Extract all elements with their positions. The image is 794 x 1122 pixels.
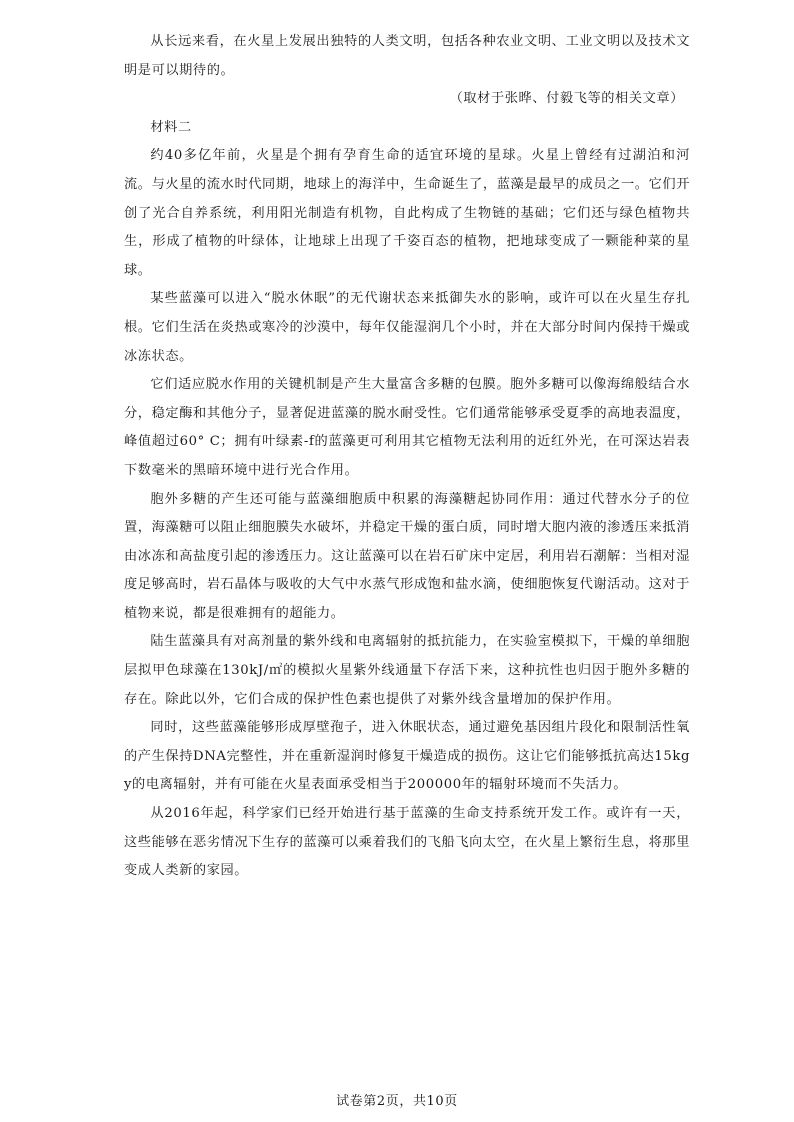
paragraph-life-support: 从2016年起，科学家们已经开始进行基于蓝藻的生命支持系统开发工作。或许有一天，这些能够在恶劣情况下生存的蓝藻可以乘着我们的飞船飞向太空，在火星上繁衍生息，将那里变成人类新的家园。 [124,806,690,879]
paragraph-early-mars: 约40多亿年前，火星是个拥有孕育生命的适宜环境的星球。火星上曾经有过湖泊和河流。与火星的流水时代同期，地球上的海洋中，生命诞生了，蓝藻是最早的成员之一。它们开创了光合自养系统，利用阳光制造有机物，自此构成了生物链的基础；它们还与绿色植物共生，形成了植物的叶绿体，让地球上出现了千姿百态的植物，把地球变成了一颗能种菜的星球。 [124,148,690,278]
paragraph-uv-resistance: 陆生蓝藻具有对高剂量的紫外线和电离辐射的抵抗能力，在实验室模拟下，干燥的单细胞层拟甲色球藻在130kJ/㎡的模拟火星紫外线通量下存活下来，这种抗性也归因于胞外多糖的存在。除此以外，它们合成的保护性色素也提供了对紫外线含量增加的保护作用。 [124,634,690,707]
section-heading-material-two: 材料二 [150,119,192,135]
document-body [124,28,690,886]
source-citation: （取材于张晔、付毅飞等的相关文章） [449,91,684,107]
paragraph-spores-radiation: 同时，这些蓝藻能够形成厚壁孢子，进入休眠状态，通过避免基因组片段化和限制活性氧的产生保持DNA完整性，并在重新湿润时修复干燥造成的损伤。这让它们能够抵抗高达15kgy的电离辐射，并有可能在火星表面承受相当于200000年的辐射环境而不失活力。 [124,720,690,793]
page-number-footer: 试卷第2页，共10页 [336,1094,458,1109]
paragraph-dehydration-dormancy: 某些蓝藻可以进入“脱水休眠”的无代谢状态来抵御失水的影响，或许可以在火星生存扎根。它们生活在炎热或寒冷的沙漠中，每年仅能湿润几个小时，并在大部分时间内保持干燥或冰冻状态。 [124,291,690,364]
paragraph-trehalose: 胞外多糖的产生还可能与蓝藻细胞质中积累的海藻糖起协同作用：通过代替水分子的位置，海藻糖可以阻止细胞膜失水破坏，并稳定干燥的蛋白质，同时增大胞内液的渗透压来抵消由冰冻和高盐度引起的渗透压力。这让蓝藻可以在岩石矿床中定居，利用岩石潮解：当相对湿度足够高时，岩石晶体与吸收的大气中水蒸气形成饱和盐水滴，使细胞恢复代谢活动。这对于植物来说，都是很难拥有的超能力。 [124,491,690,621]
paragraph-polysaccharide-envelope: 它们适应脱水作用的关键机制是产生大量富含多糖的包膜。胞外多糖可以像海绵般结合水分，稳定酶和其他分子，显著促进蓝藻的脱水耐受性。它们通常能够承受夏季的高地表温度，峰值超过60° C；拥有叶绿素-f的蓝藻更可利用其它植物无法利用的近红外光，在可深达岩表下数毫米的黑暗环境中进行光合作用。 [124,377,690,478]
paragraph-mars-civilization: 从长远来看，在火星上发展出独特的人类文明，包括各种农业文明、工业文明以及技术文明是可以期待的。 [124,34,690,78]
